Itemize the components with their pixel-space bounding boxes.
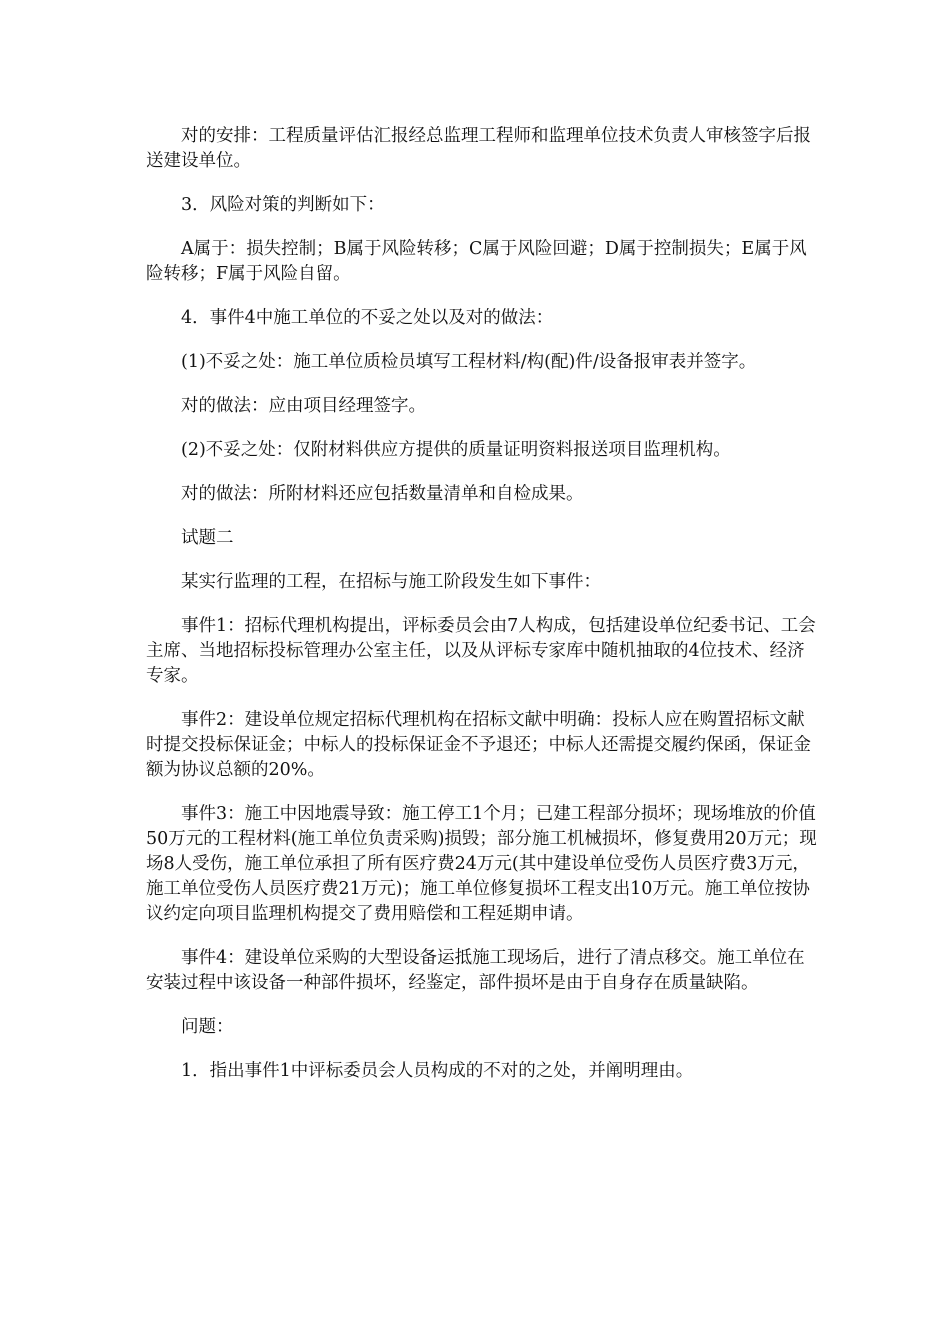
paragraph-correct-1: 对的做法：应由项目经理签字。 [181,396,426,416]
paragraph-arrangement: 对的安排：工程质量评估汇报经总监理工程师和监理单位技术负责人审核签字后报送建设单位。 [146,126,811,171]
paragraph-event4-heading: 4．事件4中施工单位的不妥之处以及对的做法： [181,308,554,328]
paragraph-improper-2: (2)不妥之处：仅附材料供应方提供的质量证明资料报送项目监理机构。 [181,440,731,460]
paragraph-event-3: 事件3：施工中因地震导致：施工停工1个月；已建工程部分损坏；现场堆放的价值50万元的工程材料(施工单位负责采购)损毁；部分施工机械损坏，修复费用20万元；现场8人受伤，施工单位承担了所有医疗费24万元(其中建设单位受伤人员医疗费3万元，施工单位受伤人员医疗费21万元)；施工单位修复损坏工程支出10万元。施工单位按协议约定向项目监理机构提交了费用赔偿和工程延期申请。 [146,804,817,924]
paragraph-question-1: 1．指出事件1中评标委员会人员构成的不对的之处，并阐明理由。 [181,1061,694,1081]
paragraph-event-4: 事件4：建设单位采购的大型设备运抵施工现场后，进行了清点移交。施工单位在安装过程中该设备一种部件损坏，经鉴定，部件损坏是由于自身存在质量缺陷。 [146,948,805,993]
paragraph-risk-answers: A属于：损失控制；B属于风险转移；C属于风险回避；D属于控制损失；E属于风险转移；F属于风险自留。 [146,239,807,284]
paragraph-correct-2: 对的做法：所附材料还应包括数量清单和自检成果。 [181,484,584,504]
paragraph-event-2: 事件2：建设单位规定招标代理机构在招标文献中明确：投标人应在购置招标文献时提交投标保证金；中标人的投标保证金不予退还；中标人还需提交履约保函，保证金额为协议总额的20%。 [146,710,811,780]
paragraph-event-1: 事件1：招标代理机构提出，评标委员会由7人构成，包括建设单位纪委书记、工会主席、当地招标投标管理办公室主任，以及从评标专家库中随机抽取的4位技术、经济专家。 [146,616,816,686]
paragraph-intro: 某实行监理的工程，在招标与施工阶段发生如下事件： [181,572,601,592]
paragraph-questions-label: 问题： [181,1017,234,1037]
paragraph-improper-1: (1)不妥之处：施工单位质检员填写工程材料/构(配)件/设备报审表并签字。 [181,352,757,372]
document-body [146,124,822,1103]
paragraph-risk-heading: 3．风险对策的判断如下： [181,195,385,215]
section-title-question-two: 试题二 [181,528,234,548]
